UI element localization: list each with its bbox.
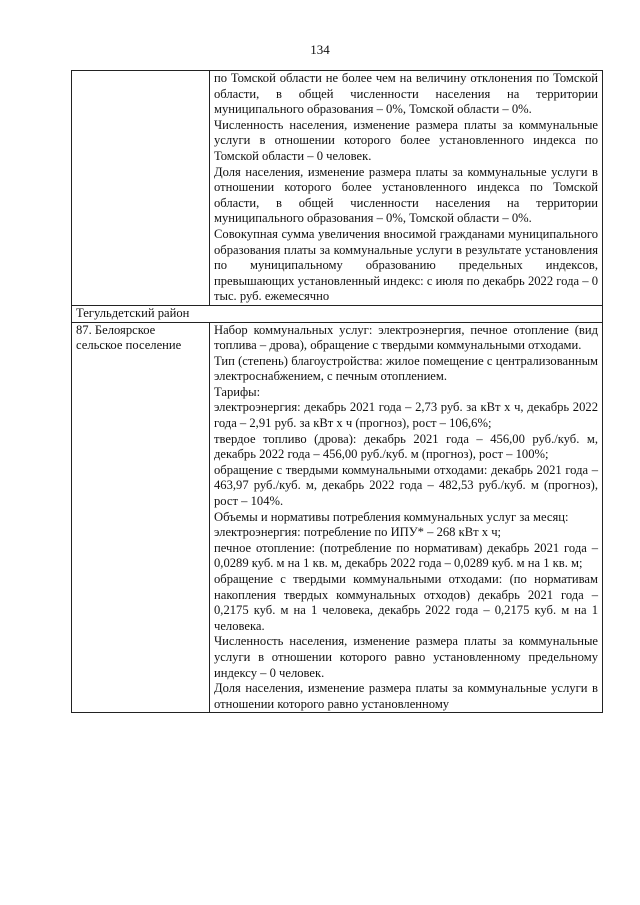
paragraph-tariffs-heading: Тарифы: <box>214 384 261 399</box>
paragraph-tariff-firewood: твердое топливо (дрова): декабрь 2021 года – 456,00 руб./куб. м, декабрь 2022 года – 456,00 руб./куб. м (прогноз), рост – 100%; <box>214 431 598 462</box>
paragraph-volume-electricity: электроэнергия: потребление по ИПУ* – 268 кВт х ч; <box>214 525 502 540</box>
table-cell-settlement-name <box>72 322 210 713</box>
paragraph-volume-waste: обращение с твердыми коммунальными отходами: (по нормативам накопления твердых коммунальных отходов) декабрь 2021 года – 0,2175 куб. м на 1 человека, декабрь 2022 года – 0,2175 куб. м на 1 человека. <box>214 572 598 633</box>
page-number: 134 <box>310 42 330 57</box>
paragraph-index-deviation: по Томской области не более чем на величину отклонения по Томской области, в общей численности населения на территории муниципального образования – 0%, Томской области – 0%. <box>214 71 598 117</box>
paragraph-tariff-waste: обращение с твердыми коммунальными отходами: декабрь 2021 года – 463,97 руб./куб. м, декабрь 2022 года – 482,53 руб./куб. м (прогноз), рост – 104%. <box>214 462 598 509</box>
table-cell-right-continuation <box>210 71 603 306</box>
paragraph-share-equal-index: Доля населения, изменение размера платы за коммунальные услуги в отношении которого равно установленному <box>214 681 598 711</box>
paragraph-total-increase: Совокупная сумма увеличения вносимой гражданами муниципального образования платы за коммунальные услуги в результате установления по муниципальному образованию предельных индексов, превышающих установленный индекс: с июля по декабрь 2022 года – 0 тыс. руб. ежемесячно <box>214 226 598 304</box>
paragraph-services-set: Набор коммунальных услуг: электроэнергия, печное отопление (вид топлива – дрова), обращение с твердыми коммунальными отходами. <box>214 322 598 353</box>
table-cell-settlement-details <box>210 322 603 713</box>
table-cell-left-empty <box>72 71 210 306</box>
document-table <box>71 70 603 713</box>
district-heading <box>72 305 603 322</box>
paragraph-population-above-index: Численность населения, изменение размера платы за коммунальные услуги в отношении которого более установленного индекса по Томской области – 0 человек. <box>214 117 598 163</box>
district-label: Тегульдетский район <box>76 305 190 320</box>
paragraph-volume-heating: печное отопление: (потребление по нормативам) декабрь 2021 года – 0,0289 куб. м на 1 кв. м, декабрь 2022 года – 0,0289 куб. м на 1 кв. м; <box>214 540 598 571</box>
table-row-district <box>72 305 603 322</box>
paragraph-population-equal-index: Численность населения, изменение размера платы за коммунальные услуги в отношении которого равно установленному предельному индексу – 0 человек. <box>214 634 598 680</box>
paragraph-volumes-heading: Объемы и нормативы потребления коммунальных услуг за месяц: <box>214 509 569 524</box>
table-row-settlement-87 <box>72 322 603 713</box>
paragraph-share-above-index: Доля населения, изменение размера платы за коммунальные услуги в отношении которого более установленного индекса по Томской области, в общей численности населения на территории муниципального образования – 0%, Томской области – 0%. <box>214 164 598 226</box>
paragraph-amenity-type: Тип (степень) благоустройства: жилое помещение с централизованным электроснабжением, с печным отоплением. <box>214 353 598 384</box>
settlement-name-line2: сельское поселение <box>76 338 182 353</box>
paragraph-tariff-electricity: электроэнергия: декабрь 2021 года – 2,73 руб. за кВт х ч, декабрь 2022 года – 2,91 руб. за кВт х ч (прогноз), рост – 106,6%; <box>214 400 598 431</box>
settlement-name-line1: 87. Белоярское <box>76 322 156 337</box>
table-row-continuation <box>72 71 603 306</box>
